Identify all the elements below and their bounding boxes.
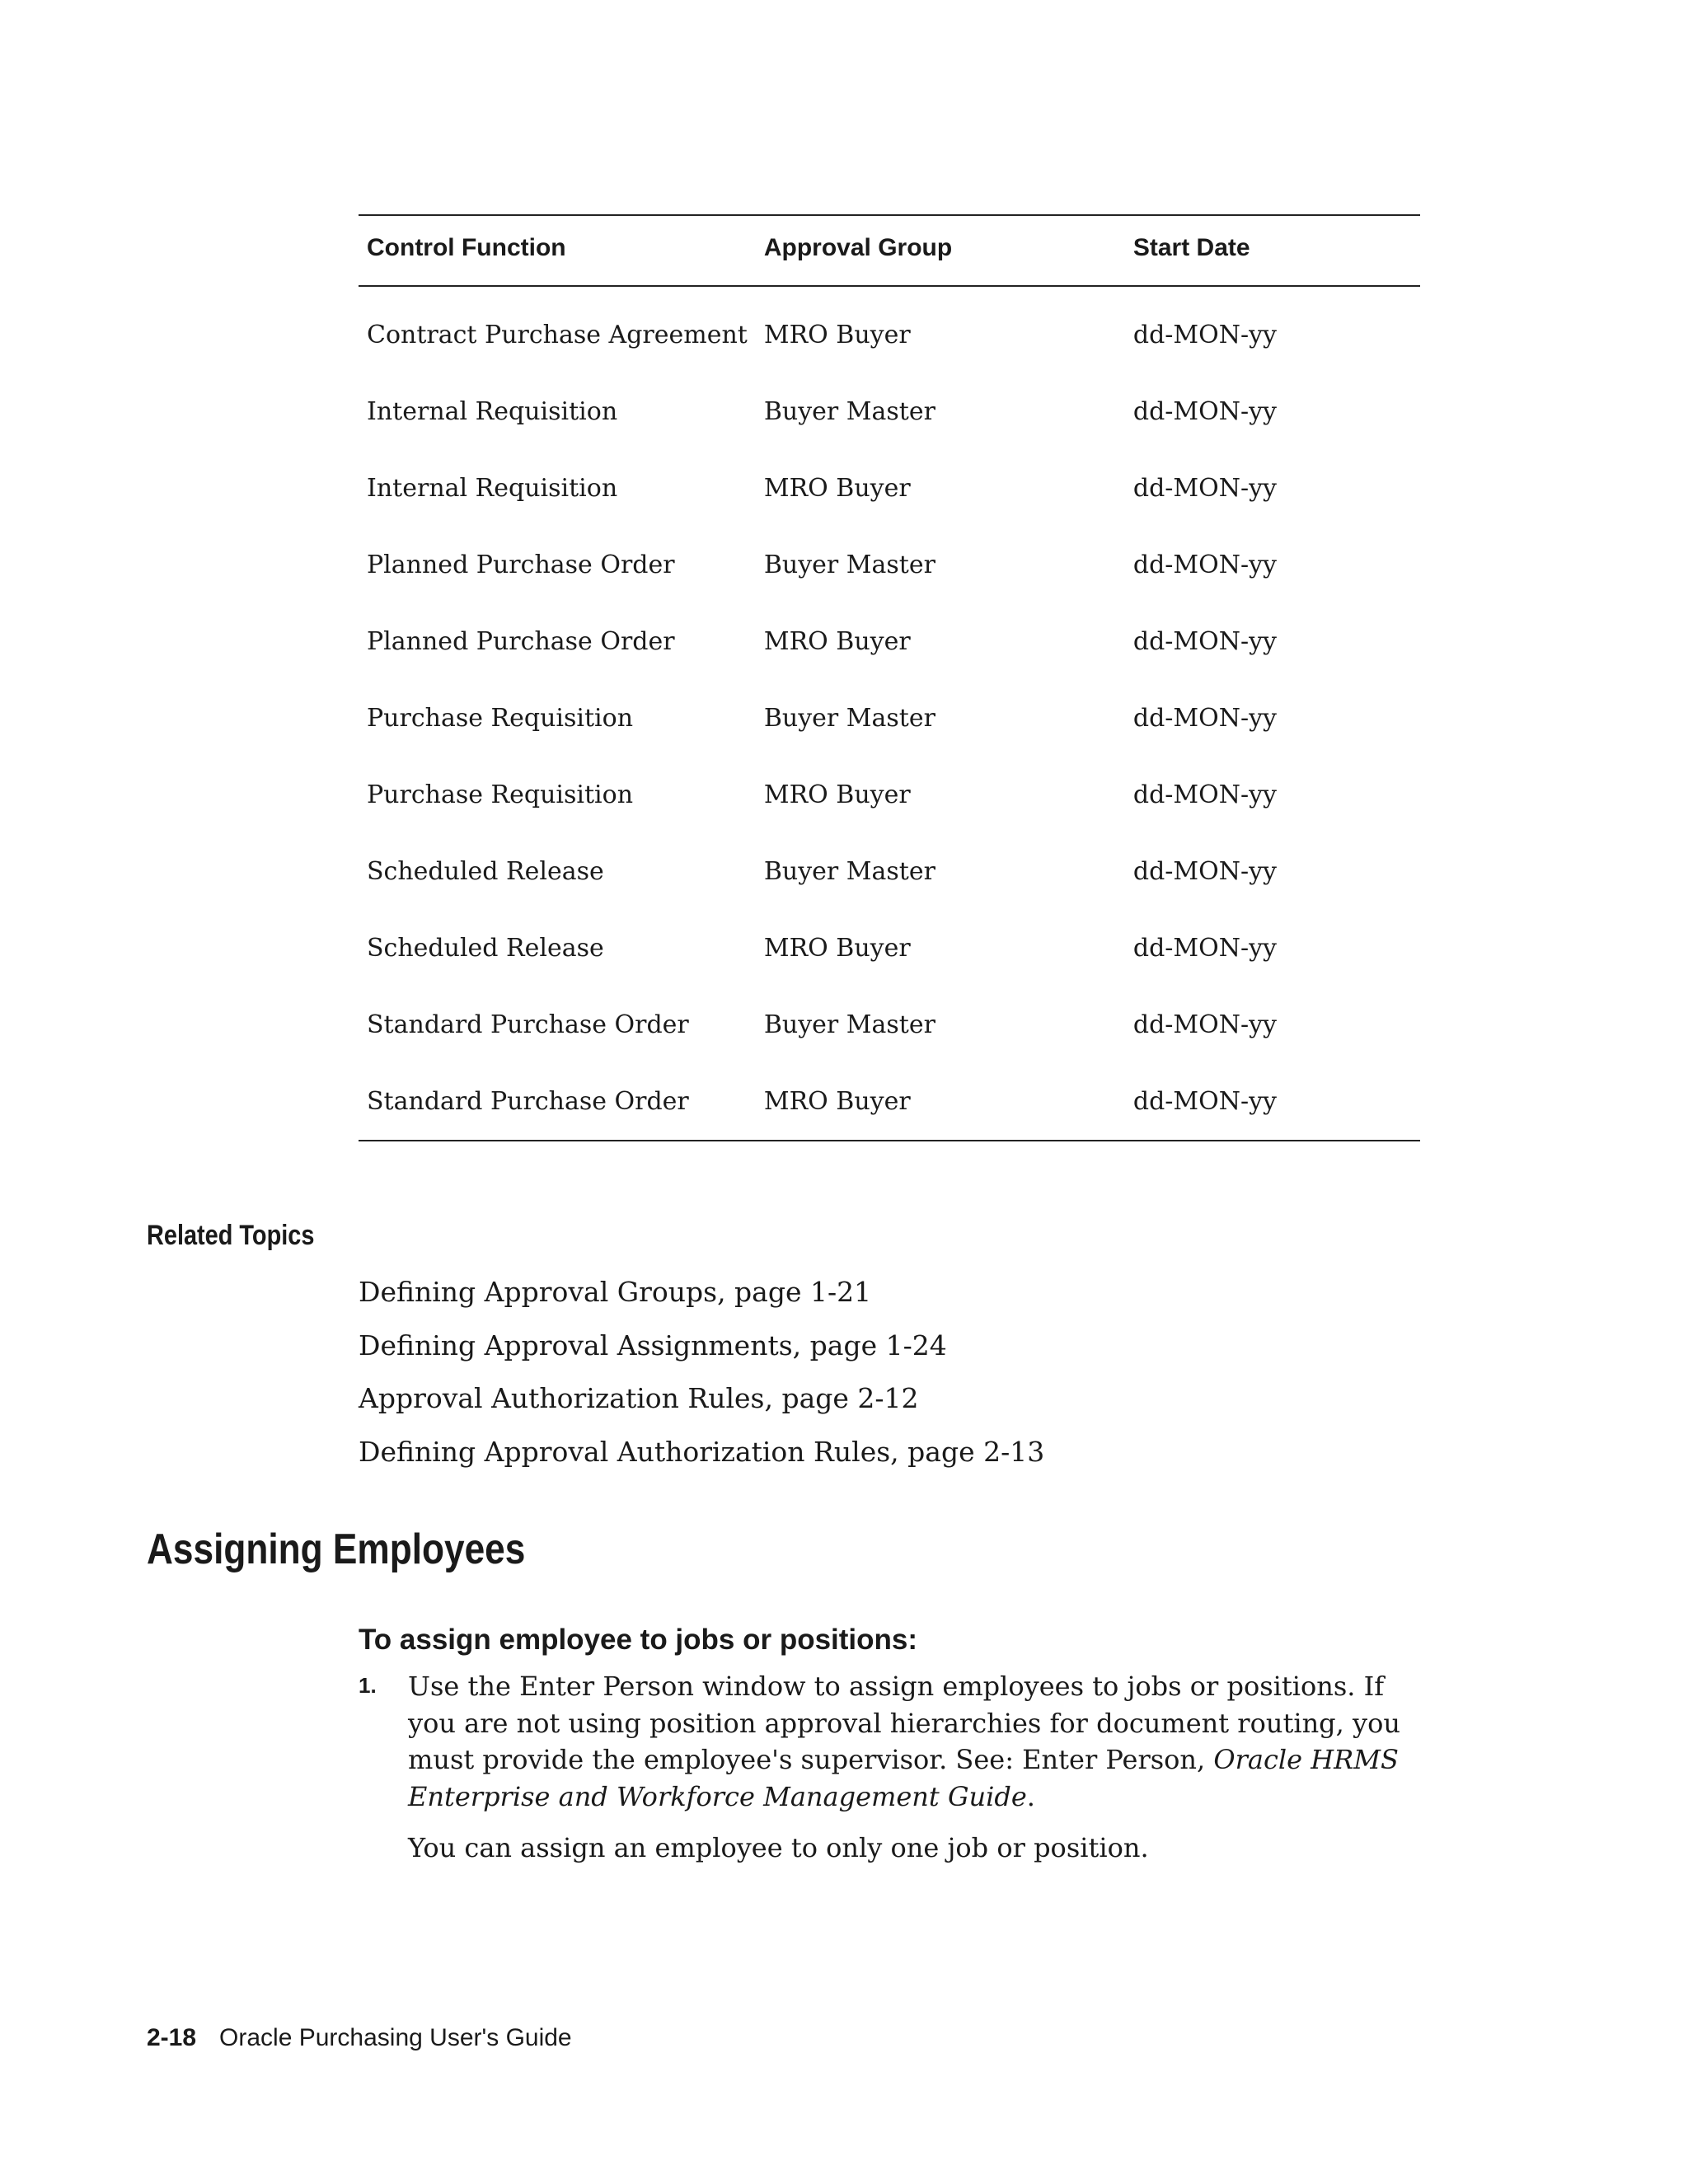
cell-approval-group: Buyer Master — [763, 1010, 935, 1039]
cell-control-function: Purchase Requisition — [367, 704, 634, 733]
related-topic-link[interactable]: Defining Approval Groups, page 1-21 — [359, 1276, 872, 1308]
header-approval-group: Approval Group — [756, 215, 1125, 286]
cell-approval-group: MRO Buyer — [763, 1087, 911, 1116]
table-row — [359, 286, 1420, 373]
cell-control-function: Purchase Requisition — [367, 780, 634, 809]
table-header-row — [359, 215, 1420, 286]
cell-control-function: Scheduled Release — [367, 857, 604, 886]
cell-start-date: dd-MON-yy — [1132, 1010, 1277, 1039]
cell-start-date: dd-MON-yy — [1132, 551, 1277, 579]
page-footer — [147, 2024, 572, 2052]
related-topics-heading: Related Topics — [147, 1220, 315, 1251]
related-topics-list — [359, 1266, 1044, 1479]
cell-control-function: Scheduled Release — [367, 934, 604, 963]
approval-assignments-table — [359, 214, 1420, 1141]
procedure-step — [359, 1668, 1422, 1867]
table-row — [359, 757, 1420, 833]
step-text — [408, 1668, 1422, 1815]
approval-assignments-table-container — [359, 214, 1420, 1141]
cell-start-date: dd-MON-yy — [1132, 321, 1277, 349]
procedure-heading: To assign employee to jobs or positions: — [359, 1624, 918, 1656]
cell-start-date: dd-MON-yy — [1132, 1087, 1277, 1116]
header-control-function: Control Function — [359, 215, 756, 286]
step-reference-link[interactable]: Oracle HRMS Enterprise and Workforce Management Guide — [408, 1744, 1399, 1812]
header-start-date: Start Date — [1125, 215, 1420, 286]
table-row — [359, 987, 1420, 1063]
related-topic-link[interactable]: Approval Authorization Rules, page 2-12 — [359, 1382, 919, 1414]
table-row — [359, 910, 1420, 987]
cell-approval-group: MRO Buyer — [763, 321, 911, 349]
cell-start-date: dd-MON-yy — [1132, 474, 1277, 503]
cell-approval-group: Buyer Master — [763, 704, 935, 733]
cell-control-function: Standard Purchase Order — [367, 1010, 689, 1039]
cell-start-date: dd-MON-yy — [1132, 780, 1277, 809]
cell-control-function: Contract Purchase Agreement — [367, 321, 748, 349]
related-topic-link[interactable]: Defining Approval Authorization Rules, page 2-13 — [359, 1435, 1045, 1468]
table-row — [359, 373, 1420, 450]
cell-control-function: Internal Requisition — [367, 474, 618, 503]
table-row — [359, 450, 1420, 527]
cell-approval-group: Buyer Master — [763, 551, 935, 579]
cell-approval-group: Buyer Master — [763, 397, 935, 426]
table-row — [359, 680, 1420, 757]
cell-start-date: dd-MON-yy — [1132, 934, 1277, 963]
cell-start-date: dd-MON-yy — [1132, 857, 1277, 886]
footer-book-title: Oracle Purchasing User's Guide — [219, 2024, 572, 2051]
cell-approval-group: MRO Buyer — [763, 627, 911, 656]
cell-start-date: dd-MON-yy — [1132, 704, 1277, 733]
cell-start-date: dd-MON-yy — [1132, 397, 1277, 426]
cell-control-function: Planned Purchase Order — [367, 551, 675, 579]
section-title: Assigning Employees — [147, 1526, 526, 1573]
step-body — [408, 1668, 1422, 1867]
related-topic-link[interactable]: Defining Approval Assignments, page 1-24 — [359, 1329, 947, 1361]
step-text-end: . — [1026, 1780, 1035, 1812]
step-number: 1. — [359, 1673, 377, 1698]
table-row — [359, 603, 1420, 680]
cell-control-function: Planned Purchase Order — [367, 627, 675, 656]
cell-control-function: Standard Purchase Order — [367, 1087, 689, 1116]
step-text-main: Use the Enter Person window to assign employees to jobs or positions. If you are not using position approval hierarchies for document routing, you must provide the employee's supervisor. See: Enter Person, — [408, 1671, 1400, 1775]
cell-start-date: dd-MON-yy — [1132, 627, 1277, 656]
table-row — [359, 1063, 1420, 1141]
table-row — [359, 527, 1420, 603]
cell-approval-group: Buyer Master — [763, 857, 935, 886]
cell-approval-group: MRO Buyer — [763, 934, 911, 963]
cell-control-function: Internal Requisition — [367, 397, 618, 426]
cell-approval-group: MRO Buyer — [763, 474, 911, 503]
cell-approval-group: MRO Buyer — [763, 780, 911, 809]
table-row — [359, 833, 1420, 910]
step-note: You can assign an employee to only one job or position. — [408, 1832, 1149, 1863]
footer-page-number: 2-18 — [147, 2024, 197, 2051]
